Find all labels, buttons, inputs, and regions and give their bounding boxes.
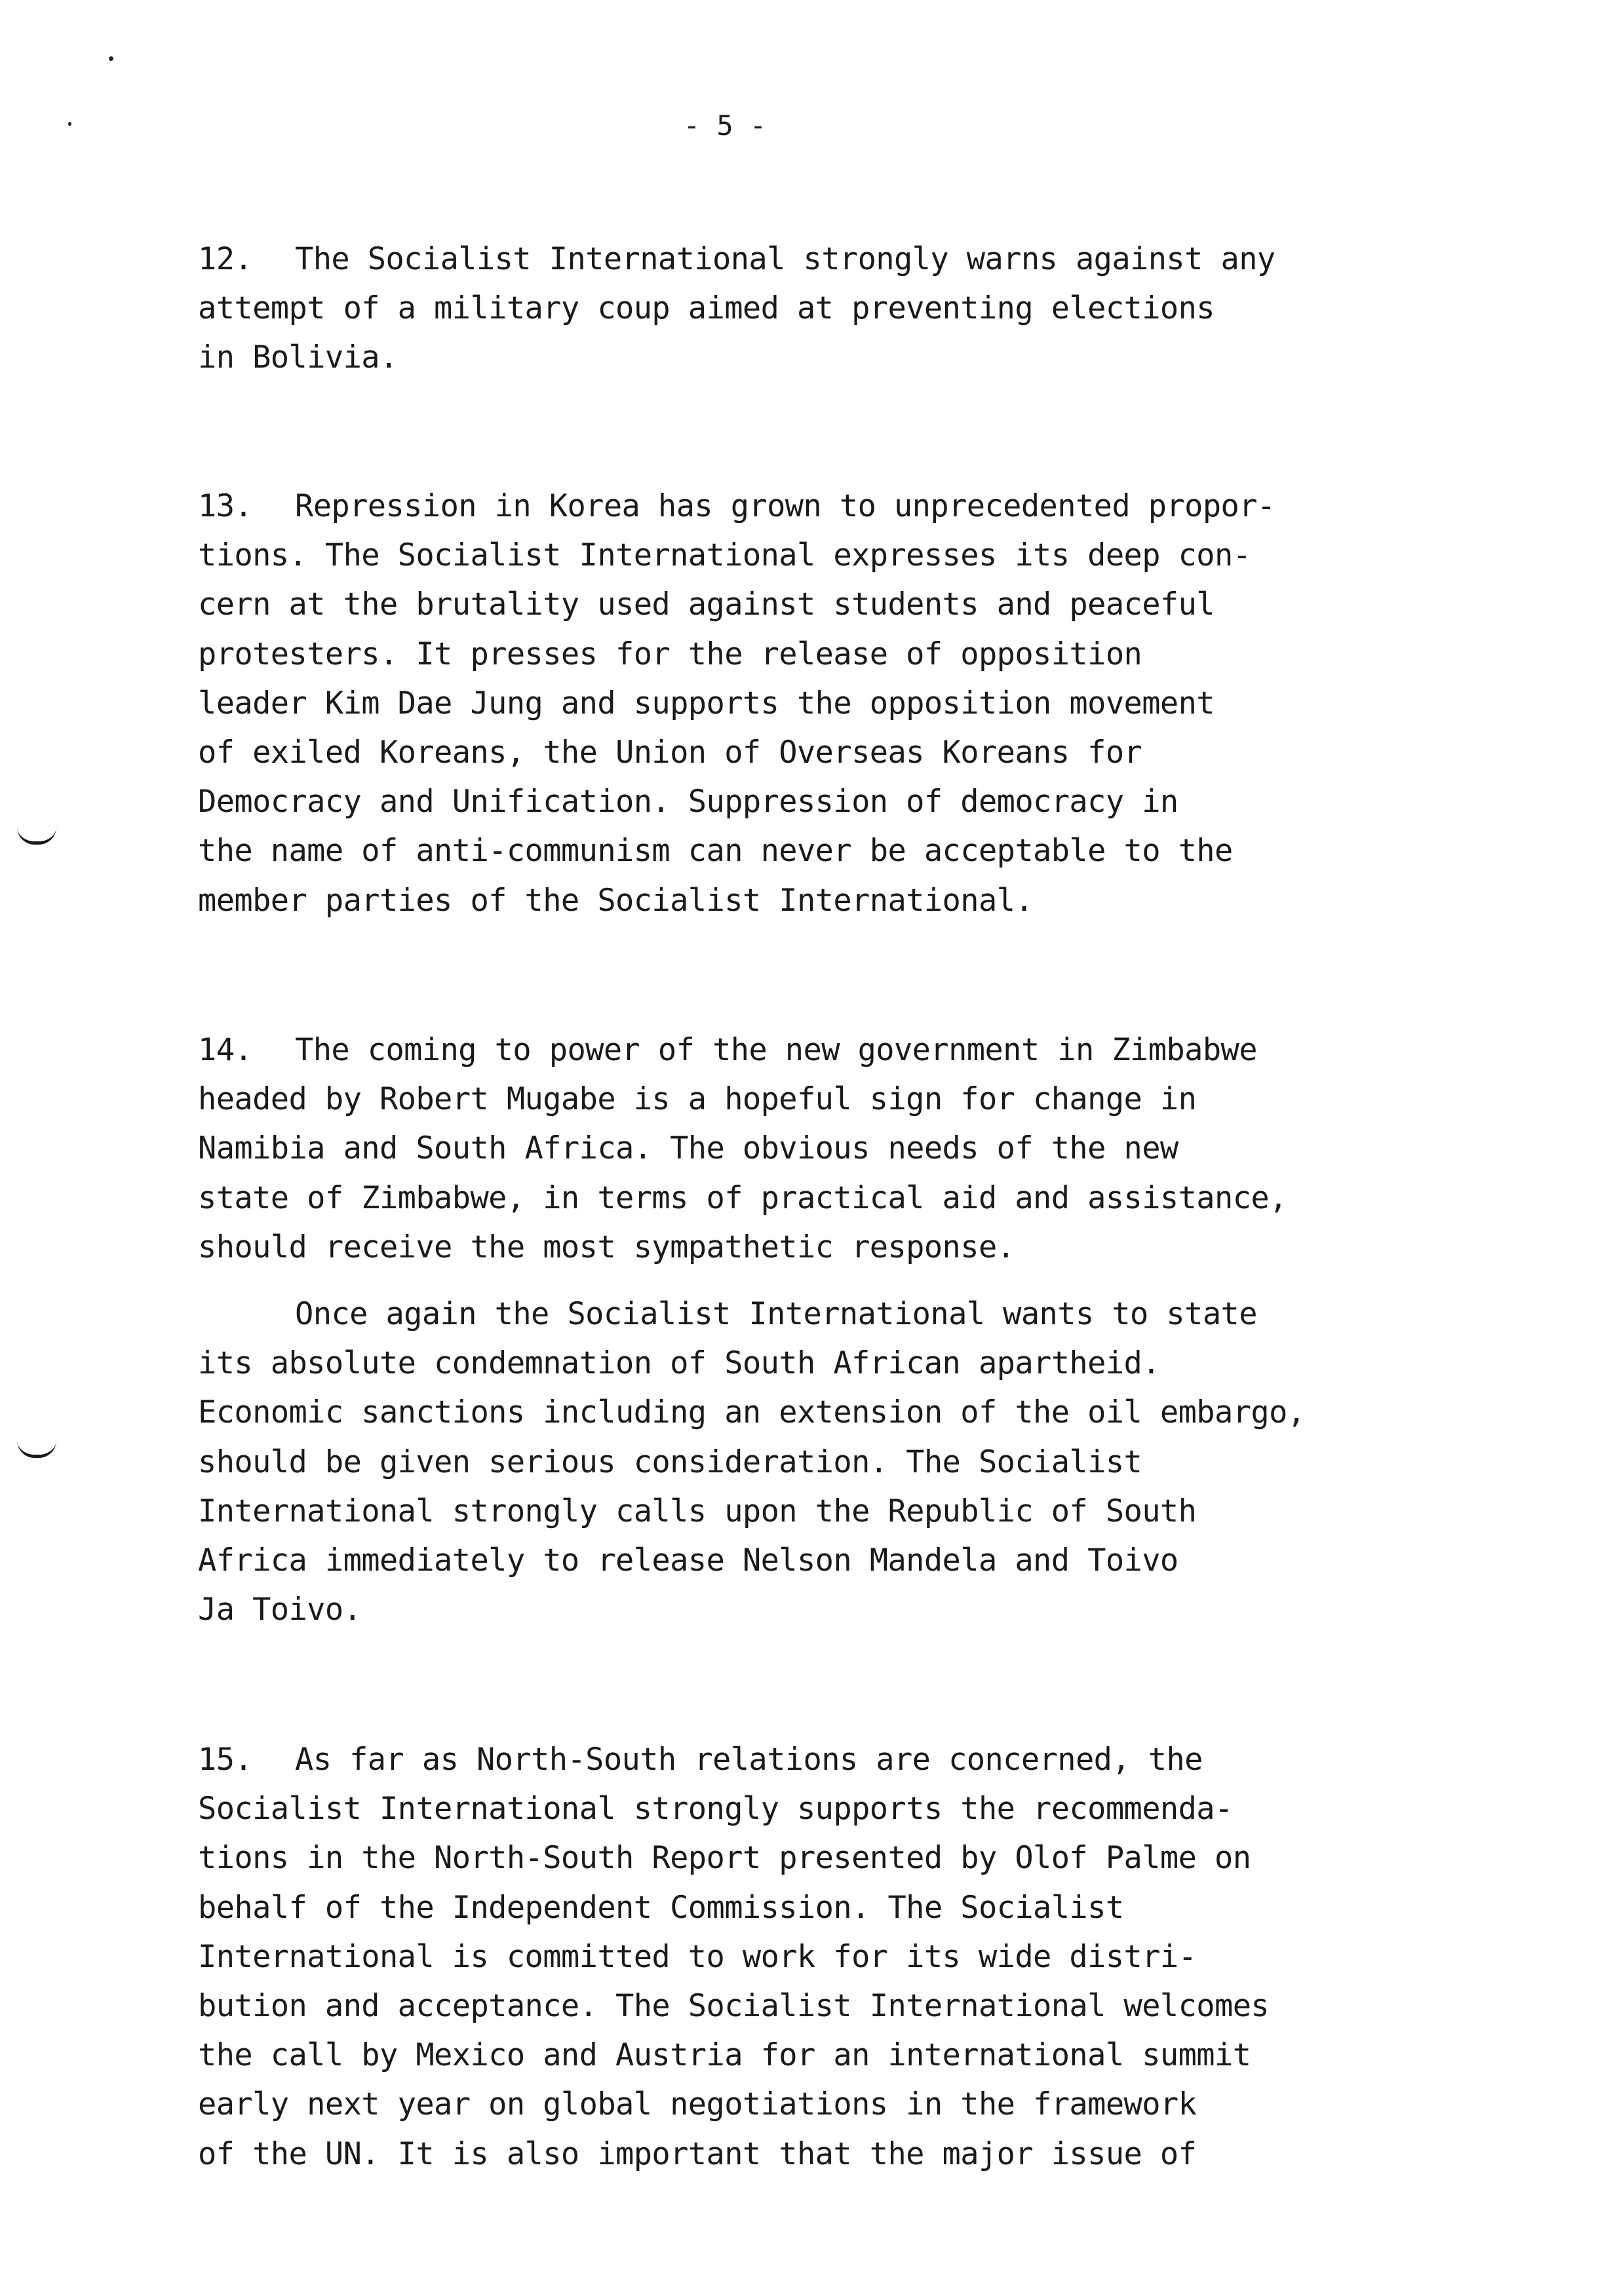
paragraph-line: state of Zimbabwe, in terms of practical aid and assistance, xyxy=(198,1179,1287,1216)
margin-mark xyxy=(17,1440,56,1458)
paragraph-14-continuation xyxy=(198,1290,1443,1634)
paragraph-line: Economic sanctions including an extension of the oil embargo, xyxy=(198,1394,1306,1431)
paragraph-line: its absolute condemnation of South African apartheid. xyxy=(198,1345,1160,1382)
paragraph-number: 15. xyxy=(198,1742,253,1778)
paragraph-line: 15. As far as North-South relations are concerned, the xyxy=(198,1735,1443,1784)
paragraph-line: member parties of the Socialist International. xyxy=(198,882,1034,919)
paragraph-number: 13. xyxy=(198,488,253,524)
paragraph-line: Socialist International strongly supports the recommenda- xyxy=(198,1791,1233,1827)
paragraph-line: cern at the brutality used against students and peaceful xyxy=(198,586,1215,623)
paragraph-14 xyxy=(198,1025,1443,1272)
paragraph-line: tions in the North-South Report presented by Olof Palme on xyxy=(198,1840,1251,1877)
paragraph-line: early next year on global negotiations in the framework xyxy=(198,2086,1197,2123)
paragraph-line: International is committed to work for its wide distri- xyxy=(198,1938,1197,1975)
paragraph-13 xyxy=(198,482,1443,925)
paragraph-line: International strongly calls upon the Republic of South xyxy=(198,1493,1197,1529)
paragraph-line: the call by Mexico and Austria for an international summit xyxy=(198,2037,1251,2074)
paragraph-line: in Bolivia. xyxy=(198,339,398,376)
paragraph-line: tions. The Socialist International expresses its deep con- xyxy=(198,537,1251,574)
paragraph-line: leader Kim Dae Jung and supports the opposition movement xyxy=(198,685,1215,721)
paragraph-line: should be given serious consideration. The Socialist xyxy=(198,1444,1142,1480)
paragraph-line: Africa immediately to release Nelson Mandela and Toivo xyxy=(198,1542,1178,1578)
paragraph-line: bution and acceptance. The Socialist International welcomes xyxy=(198,1987,1270,2024)
paragraph-line: behalf of the Independent Commission. The Socialist xyxy=(198,1889,1124,1926)
paragraph-line: Democracy and Unification. Suppression of democracy in xyxy=(198,784,1178,820)
paragraph-line: 13. Repression in Korea has grown to unprecedented propor- xyxy=(198,482,1443,531)
page-number: - 5 - xyxy=(683,109,767,142)
paragraph-number: 12. xyxy=(198,241,253,277)
paragraph-line: Ja Toivo. xyxy=(198,1592,362,1628)
paragraph-line: protesters. It presses for the release of opposition xyxy=(198,636,1142,672)
paragraph-12 xyxy=(198,235,1443,383)
paragraph-number: 14. xyxy=(198,1032,253,1068)
paragraph-15 xyxy=(198,1735,1443,2179)
margin-mark xyxy=(17,827,56,845)
paragraph-line: Namibia and South Africa. The obvious needs of the new xyxy=(198,1130,1178,1167)
paragraph-line: the name of anti-communism can never be acceptable to the xyxy=(198,833,1233,870)
paragraph-line: Once again the Socialist International wants to state xyxy=(295,1296,1257,1332)
paragraph-line: 12. The Socialist International strongly warns against any xyxy=(198,235,1443,284)
paragraph-line: attempt of a military coup aimed at preventing elections xyxy=(198,290,1215,327)
scan-speck xyxy=(109,56,113,61)
paragraph-line: of exiled Koreans, the Union of Overseas Koreans for xyxy=(198,734,1142,771)
paragraph-line: headed by Robert Mugabe is a hopeful sign for change in xyxy=(198,1081,1197,1118)
paragraph-line: should receive the most sympathetic response. xyxy=(198,1229,1015,1265)
paragraph-line: of the UN. It is also important that the major issue of xyxy=(198,2135,1197,2172)
paragraph-line: 14. The coming to power of the new government in Zimbabwe xyxy=(198,1025,1443,1075)
